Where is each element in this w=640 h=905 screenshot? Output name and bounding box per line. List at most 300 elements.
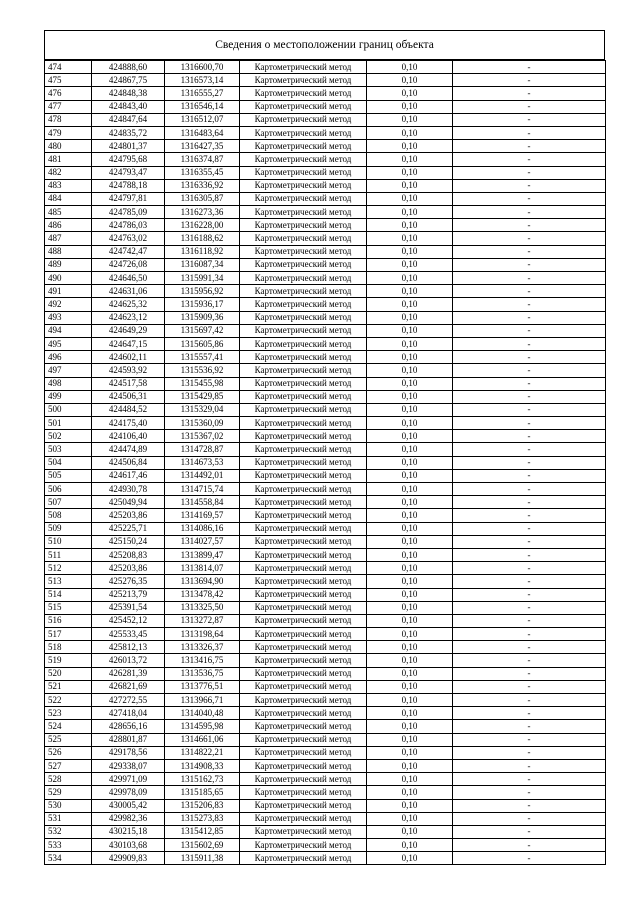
table-row [45, 166, 606, 179]
y-coordinate-cell: 1315329,04 [165, 403, 240, 416]
accuracy-cell: 0,10 [367, 87, 453, 100]
description-cell: - [453, 74, 606, 87]
point-number-cell: 508 [45, 509, 92, 522]
method-cell: Картометрический метод [240, 786, 367, 799]
method-cell: Картометрический метод [240, 562, 367, 575]
table-row [45, 61, 606, 74]
table-row [45, 746, 606, 759]
point-number-cell: 518 [45, 641, 92, 654]
accuracy-cell: 0,10 [367, 759, 453, 772]
y-coordinate-cell: 1314027,57 [165, 535, 240, 548]
point-number-cell: 498 [45, 377, 92, 390]
point-number-cell: 530 [45, 799, 92, 812]
x-coordinate-cell: 424474,89 [92, 443, 165, 456]
accuracy-cell: 0,10 [367, 245, 453, 258]
point-number-cell: 523 [45, 707, 92, 720]
table-row [45, 707, 606, 720]
y-coordinate-cell: 1315536,92 [165, 364, 240, 377]
point-number-cell: 529 [45, 786, 92, 799]
method-cell: Картометрический метод [240, 232, 367, 245]
description-cell: - [453, 443, 606, 456]
table-row [45, 113, 606, 126]
method-cell: Картометрический метод [240, 733, 367, 746]
table-row [45, 232, 606, 245]
point-number-cell: 500 [45, 403, 92, 416]
accuracy-cell: 0,10 [367, 799, 453, 812]
method-cell: Картометрический метод [240, 680, 367, 693]
x-coordinate-cell: 425812,13 [92, 641, 165, 654]
accuracy-cell: 0,10 [367, 694, 453, 707]
point-number-cell: 517 [45, 628, 92, 641]
x-coordinate-cell: 429978,09 [92, 786, 165, 799]
description-cell: - [453, 351, 606, 364]
accuracy-cell: 0,10 [367, 667, 453, 680]
point-number-cell: 474 [45, 61, 92, 74]
y-coordinate-cell: 1313776,51 [165, 680, 240, 693]
method-cell: Картометрический метод [240, 469, 367, 482]
y-coordinate-cell: 1314728,87 [165, 443, 240, 456]
method-cell: Картометрический метод [240, 403, 367, 416]
accuracy-cell: 0,10 [367, 192, 453, 205]
y-coordinate-cell: 1315602,69 [165, 839, 240, 852]
table-row [45, 298, 606, 311]
method-cell: Картометрический метод [240, 87, 367, 100]
y-coordinate-cell: 1313694,90 [165, 575, 240, 588]
description-cell: - [453, 812, 606, 825]
description-cell: - [453, 364, 606, 377]
x-coordinate-cell: 425049,94 [92, 496, 165, 509]
y-coordinate-cell: 1314715,74 [165, 483, 240, 496]
table-row [45, 403, 606, 416]
x-coordinate-cell: 424847,64 [92, 113, 165, 126]
x-coordinate-cell: 430005,42 [92, 799, 165, 812]
x-coordinate-cell: 424726,08 [92, 258, 165, 271]
x-coordinate-cell: 424788,18 [92, 179, 165, 192]
x-coordinate-cell: 430103,68 [92, 839, 165, 852]
description-cell: - [453, 852, 606, 865]
description-cell: - [453, 614, 606, 627]
point-number-cell: 489 [45, 258, 92, 271]
point-number-cell: 527 [45, 759, 92, 772]
table-title-text: Сведения о местоположении границ объекта [215, 39, 434, 51]
point-number-cell: 510 [45, 535, 92, 548]
accuracy-cell: 0,10 [367, 351, 453, 364]
description-cell: - [453, 654, 606, 667]
description-cell: - [453, 601, 606, 614]
method-cell: Картометрический метод [240, 812, 367, 825]
description-cell: - [453, 562, 606, 575]
description-cell: - [453, 298, 606, 311]
accuracy-cell: 0,10 [367, 430, 453, 443]
table-row [45, 667, 606, 680]
x-coordinate-cell: 425203,86 [92, 509, 165, 522]
accuracy-cell: 0,10 [367, 614, 453, 627]
point-number-cell: 506 [45, 483, 92, 496]
method-cell: Картометрический метод [240, 667, 367, 680]
point-number-cell: 497 [45, 364, 92, 377]
x-coordinate-cell: 424843,40 [92, 100, 165, 113]
x-coordinate-cell: 429971,09 [92, 773, 165, 786]
description-cell: - [453, 179, 606, 192]
method-cell: Картометрический метод [240, 548, 367, 561]
accuracy-cell: 0,10 [367, 74, 453, 87]
point-number-cell: 482 [45, 166, 92, 179]
x-coordinate-cell: 425533,45 [92, 628, 165, 641]
table-title [44, 30, 605, 60]
method-cell: Картометрический метод [240, 113, 367, 126]
y-coordinate-cell: 1314673,53 [165, 456, 240, 469]
table-row [45, 759, 606, 772]
description-cell: - [453, 641, 606, 654]
x-coordinate-cell: 427418,04 [92, 707, 165, 720]
description-cell: - [453, 825, 606, 838]
point-number-cell: 531 [45, 812, 92, 825]
description-cell: - [453, 166, 606, 179]
table-row [45, 720, 606, 733]
accuracy-cell: 0,10 [367, 61, 453, 74]
y-coordinate-cell: 1315455,98 [165, 377, 240, 390]
accuracy-cell: 0,10 [367, 272, 453, 285]
accuracy-cell: 0,10 [367, 562, 453, 575]
accuracy-cell: 0,10 [367, 100, 453, 113]
method-cell: Картометрический метод [240, 496, 367, 509]
x-coordinate-cell: 424593,92 [92, 364, 165, 377]
y-coordinate-cell: 1316512,07 [165, 113, 240, 126]
table-row [45, 469, 606, 482]
accuracy-cell: 0,10 [367, 812, 453, 825]
point-number-cell: 528 [45, 773, 92, 786]
y-coordinate-cell: 1313416,75 [165, 654, 240, 667]
table-row [45, 575, 606, 588]
accuracy-cell: 0,10 [367, 852, 453, 865]
x-coordinate-cell: 425391,54 [92, 601, 165, 614]
accuracy-cell: 0,10 [367, 126, 453, 139]
accuracy-cell: 0,10 [367, 773, 453, 786]
accuracy-cell: 0,10 [367, 680, 453, 693]
table-row [45, 153, 606, 166]
x-coordinate-cell: 424649,29 [92, 324, 165, 337]
x-coordinate-cell: 424797,81 [92, 192, 165, 205]
description-cell: - [453, 733, 606, 746]
table-row [45, 377, 606, 390]
point-number-cell: 494 [45, 324, 92, 337]
table-row [45, 522, 606, 535]
y-coordinate-cell: 1316087,34 [165, 258, 240, 271]
accuracy-cell: 0,10 [367, 588, 453, 601]
accuracy-cell: 0,10 [367, 839, 453, 852]
x-coordinate-cell: 424785,09 [92, 206, 165, 219]
point-number-cell: 478 [45, 113, 92, 126]
point-number-cell: 499 [45, 390, 92, 403]
description-cell: - [453, 720, 606, 733]
point-number-cell: 503 [45, 443, 92, 456]
description-cell: - [453, 839, 606, 852]
method-cell: Картометрический метод [240, 179, 367, 192]
description-cell: - [453, 430, 606, 443]
table-row [45, 337, 606, 350]
description-cell: - [453, 285, 606, 298]
description-cell: - [453, 377, 606, 390]
description-cell: - [453, 272, 606, 285]
y-coordinate-cell: 1314661,06 [165, 733, 240, 746]
table-row [45, 258, 606, 271]
description-cell: - [453, 509, 606, 522]
y-coordinate-cell: 1316355,45 [165, 166, 240, 179]
description-cell: - [453, 403, 606, 416]
description-cell: - [453, 324, 606, 337]
table-row [45, 852, 606, 865]
method-cell: Картометрический метод [240, 614, 367, 627]
method-cell: Картометрический метод [240, 509, 367, 522]
point-number-cell: 513 [45, 575, 92, 588]
y-coordinate-cell: 1313478,42 [165, 588, 240, 601]
y-coordinate-cell: 1313536,75 [165, 667, 240, 680]
point-number-cell: 524 [45, 720, 92, 733]
y-coordinate-cell: 1314086,16 [165, 522, 240, 535]
method-cell: Картометрический метод [240, 272, 367, 285]
method-cell: Картометрический метод [240, 654, 367, 667]
method-cell: Картометрический метод [240, 535, 367, 548]
point-number-cell: 493 [45, 311, 92, 324]
method-cell: Картометрический метод [240, 799, 367, 812]
x-coordinate-cell: 424602,11 [92, 351, 165, 364]
y-coordinate-cell: 1316305,87 [165, 192, 240, 205]
point-number-cell: 521 [45, 680, 92, 693]
table-row [45, 245, 606, 258]
table-row [45, 87, 606, 100]
method-cell: Картометрический метод [240, 707, 367, 720]
y-coordinate-cell: 1315412,85 [165, 825, 240, 838]
point-number-cell: 492 [45, 298, 92, 311]
method-cell: Картометрический метод [240, 206, 367, 219]
method-cell: Картометрический метод [240, 61, 367, 74]
y-coordinate-cell: 1314492,01 [165, 469, 240, 482]
x-coordinate-cell: 429909,83 [92, 852, 165, 865]
accuracy-cell: 0,10 [367, 456, 453, 469]
x-coordinate-cell: 424506,84 [92, 456, 165, 469]
x-coordinate-cell: 425276,35 [92, 575, 165, 588]
description-cell: - [453, 61, 606, 74]
description-cell: - [453, 522, 606, 535]
method-cell: Картометрический метод [240, 100, 367, 113]
table-row [45, 601, 606, 614]
description-cell: - [453, 483, 606, 496]
x-coordinate-cell: 424801,37 [92, 140, 165, 153]
table-row [45, 74, 606, 87]
accuracy-cell: 0,10 [367, 337, 453, 350]
description-cell: - [453, 759, 606, 772]
y-coordinate-cell: 1315909,36 [165, 311, 240, 324]
point-number-cell: 534 [45, 852, 92, 865]
x-coordinate-cell: 424848,38 [92, 87, 165, 100]
y-coordinate-cell: 1316228,00 [165, 219, 240, 232]
point-number-cell: 495 [45, 337, 92, 350]
description-cell: - [453, 456, 606, 469]
accuracy-cell: 0,10 [367, 733, 453, 746]
method-cell: Картометрический метод [240, 324, 367, 337]
table-row [45, 680, 606, 693]
accuracy-cell: 0,10 [367, 535, 453, 548]
x-coordinate-cell: 429178,56 [92, 746, 165, 759]
table-row [45, 206, 606, 219]
method-cell: Картометрический метод [240, 456, 367, 469]
method-cell: Картометрический метод [240, 126, 367, 139]
description-cell: - [453, 232, 606, 245]
y-coordinate-cell: 1315273,83 [165, 812, 240, 825]
table-row [45, 535, 606, 548]
description-cell: - [453, 694, 606, 707]
accuracy-cell: 0,10 [367, 746, 453, 759]
y-coordinate-cell: 1313272,87 [165, 614, 240, 627]
accuracy-cell: 0,10 [367, 825, 453, 838]
table-row [45, 324, 606, 337]
accuracy-cell: 0,10 [367, 417, 453, 430]
x-coordinate-cell: 424888,60 [92, 61, 165, 74]
table-row [45, 548, 606, 561]
y-coordinate-cell: 1316483,64 [165, 126, 240, 139]
accuracy-cell: 0,10 [367, 232, 453, 245]
method-cell: Картометрический метод [240, 483, 367, 496]
x-coordinate-cell: 424795,68 [92, 153, 165, 166]
table-row [45, 614, 606, 627]
method-cell: Картометрический метод [240, 298, 367, 311]
method-cell: Картометрический метод [240, 417, 367, 430]
description-cell: - [453, 680, 606, 693]
y-coordinate-cell: 1315429,85 [165, 390, 240, 403]
description-cell: - [453, 628, 606, 641]
accuracy-cell: 0,10 [367, 509, 453, 522]
point-number-cell: 479 [45, 126, 92, 139]
y-coordinate-cell: 1313966,71 [165, 694, 240, 707]
table-row [45, 219, 606, 232]
point-number-cell: 515 [45, 601, 92, 614]
description-cell: - [453, 390, 606, 403]
method-cell: Картометрический метод [240, 641, 367, 654]
table-body [45, 61, 606, 865]
table-row [45, 285, 606, 298]
accuracy-cell: 0,10 [367, 720, 453, 733]
table-row [45, 799, 606, 812]
point-number-cell: 475 [45, 74, 92, 87]
y-coordinate-cell: 1315185,65 [165, 786, 240, 799]
x-coordinate-cell: 425225,71 [92, 522, 165, 535]
table-row [45, 509, 606, 522]
accuracy-cell: 0,10 [367, 628, 453, 641]
table-row [45, 773, 606, 786]
point-number-cell: 502 [45, 430, 92, 443]
description-cell: - [453, 469, 606, 482]
y-coordinate-cell: 1313814,07 [165, 562, 240, 575]
point-number-cell: 488 [45, 245, 92, 258]
table-row [45, 694, 606, 707]
description-cell: - [453, 258, 606, 271]
y-coordinate-cell: 1314169,57 [165, 509, 240, 522]
accuracy-cell: 0,10 [367, 496, 453, 509]
description-cell: - [453, 126, 606, 139]
y-coordinate-cell: 1315367,02 [165, 430, 240, 443]
accuracy-cell: 0,10 [367, 311, 453, 324]
y-coordinate-cell: 1316273,36 [165, 206, 240, 219]
point-number-cell: 509 [45, 522, 92, 535]
point-number-cell: 522 [45, 694, 92, 707]
y-coordinate-cell: 1314822,21 [165, 746, 240, 759]
y-coordinate-cell: 1316555,27 [165, 87, 240, 100]
point-number-cell: 480 [45, 140, 92, 153]
point-number-cell: 532 [45, 825, 92, 838]
x-coordinate-cell: 425213,79 [92, 588, 165, 601]
accuracy-cell: 0,10 [367, 483, 453, 496]
table-row [45, 628, 606, 641]
accuracy-cell: 0,10 [367, 324, 453, 337]
method-cell: Картометрический метод [240, 351, 367, 364]
document-page [44, 30, 605, 865]
method-cell: Картометрический метод [240, 522, 367, 535]
y-coordinate-cell: 1314595,98 [165, 720, 240, 733]
method-cell: Картометрический метод [240, 575, 367, 588]
method-cell: Картометрический метод [240, 746, 367, 759]
table-row [45, 140, 606, 153]
y-coordinate-cell: 1315360,09 [165, 417, 240, 430]
x-coordinate-cell: 424625,32 [92, 298, 165, 311]
description-cell: - [453, 113, 606, 126]
boundary-coordinates-table [44, 60, 606, 865]
x-coordinate-cell: 426281,39 [92, 667, 165, 680]
x-coordinate-cell: 426821,69 [92, 680, 165, 693]
point-number-cell: 481 [45, 153, 92, 166]
method-cell: Картометрический метод [240, 74, 367, 87]
table-row [45, 443, 606, 456]
x-coordinate-cell: 425452,12 [92, 614, 165, 627]
description-cell: - [453, 548, 606, 561]
description-cell: - [453, 192, 606, 205]
y-coordinate-cell: 1314558,84 [165, 496, 240, 509]
accuracy-cell: 0,10 [367, 298, 453, 311]
point-number-cell: 490 [45, 272, 92, 285]
method-cell: Картометрический метод [240, 430, 367, 443]
x-coordinate-cell: 424617,46 [92, 469, 165, 482]
point-number-cell: 505 [45, 469, 92, 482]
point-number-cell: 519 [45, 654, 92, 667]
table-row [45, 430, 606, 443]
table-row [45, 786, 606, 799]
point-number-cell: 516 [45, 614, 92, 627]
table-row [45, 364, 606, 377]
table-row [45, 351, 606, 364]
point-number-cell: 476 [45, 87, 92, 100]
method-cell: Картометрический метод [240, 694, 367, 707]
description-cell: - [453, 417, 606, 430]
point-number-cell: 520 [45, 667, 92, 680]
y-coordinate-cell: 1316336,92 [165, 179, 240, 192]
method-cell: Картометрический метод [240, 377, 367, 390]
y-coordinate-cell: 1316546,14 [165, 100, 240, 113]
point-number-cell: 483 [45, 179, 92, 192]
accuracy-cell: 0,10 [367, 258, 453, 271]
point-number-cell: 487 [45, 232, 92, 245]
method-cell: Картометрический метод [240, 364, 367, 377]
table-row [45, 179, 606, 192]
x-coordinate-cell: 424835,72 [92, 126, 165, 139]
accuracy-cell: 0,10 [367, 285, 453, 298]
accuracy-cell: 0,10 [367, 522, 453, 535]
method-cell: Картометрический метод [240, 773, 367, 786]
description-cell: - [453, 219, 606, 232]
method-cell: Картометрический метод [240, 825, 367, 838]
description-cell: - [453, 667, 606, 680]
method-cell: Картометрический метод [240, 140, 367, 153]
description-cell: - [453, 140, 606, 153]
accuracy-cell: 0,10 [367, 707, 453, 720]
